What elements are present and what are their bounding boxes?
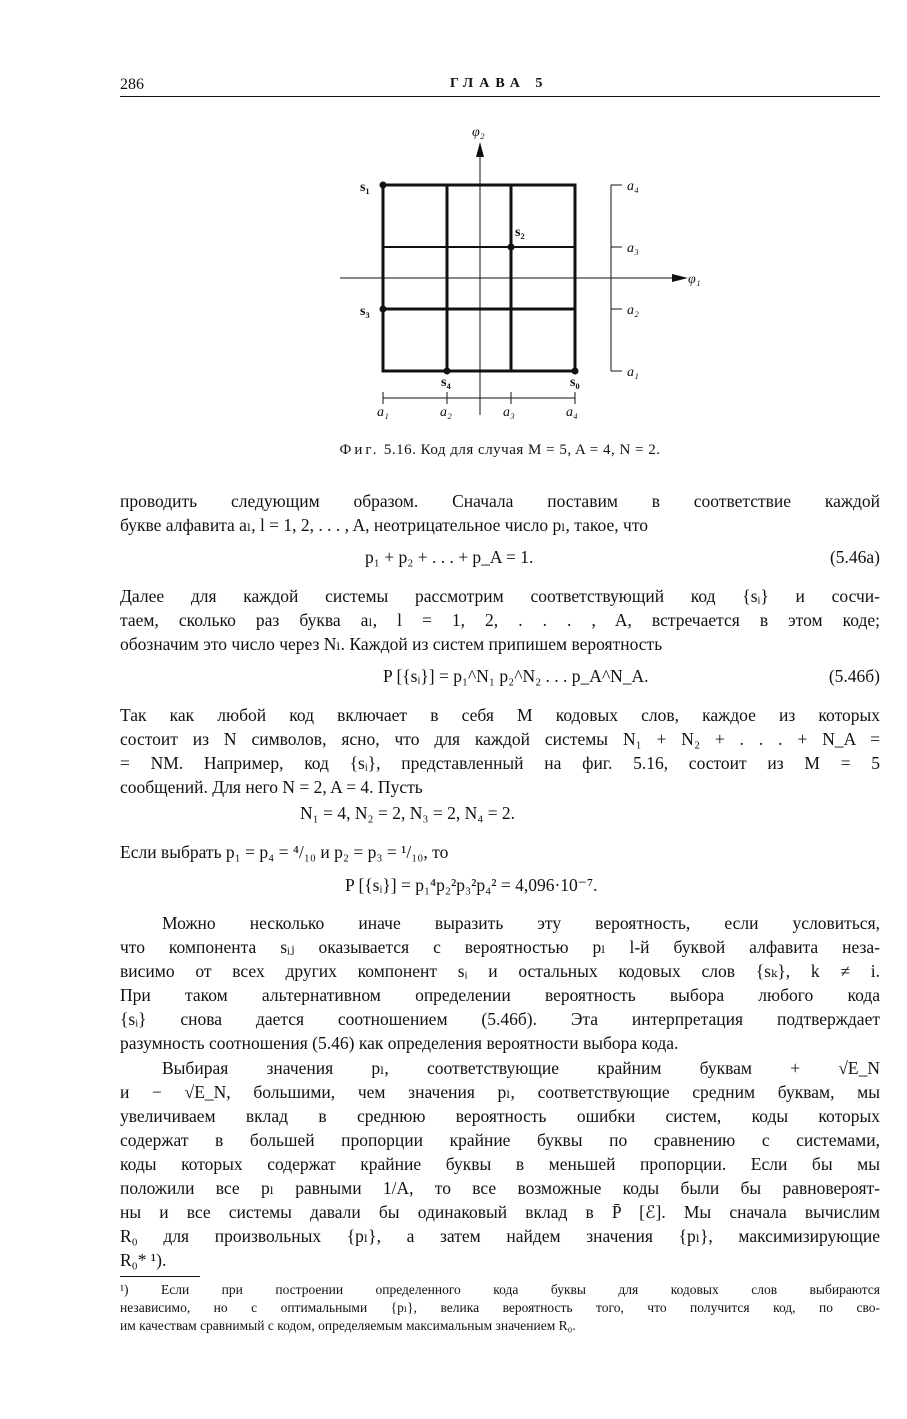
phi1-arrow [672,274,688,282]
signal-space-figure [340,120,720,420]
para6-line-6: положили все pₗ равными 1/A, то все возможные коды были бы равновероят- [120,1178,880,1198]
caption-label: Фиг. [339,442,380,458]
bottom-label-a2: a₂ [440,405,452,420]
footnote-line-2: независимо, но с оптимальными {pₗ}, велика вероятность того, что получится код, по сво- [120,1300,880,1315]
para4-line: Если выбрать p₁ = p₄ = ⁴/₁₀ и p₂ = p₃ = ¹/₁₀, то [120,842,449,862]
para3-line-4: сообщений. Для него N = 2, A = 4. Пусть [120,777,423,797]
footnote-rule [120,1276,200,1277]
para6-line-7: ны и все системы давали бы одинаковый вклад в P̄ [ℰ]. Мы сначала вычислим [120,1202,880,1222]
para3-line-1: Так как любой код включает в себя M кодовых слов, каждое из которых [120,705,880,725]
label-s0: s₀ [570,375,580,390]
right-label-a1: a₁ [627,365,639,380]
point-s4 [444,368,451,375]
point-s0 [572,368,579,375]
phi2-label: φ₂ [472,125,485,140]
right-label-a4: a₄ [627,179,639,194]
bottom-label-a1: a₁ [377,405,389,420]
para5-line-5: {sᵢ} снова дается соотношением (5.46б). Эта интерпретация подтверждает [120,1009,880,1029]
caption-text: 5.16. Код для случая M = 5, A = 4, N = 2. [383,442,661,458]
para6-line-1: Выбирая значения pₗ, соответствующие крайним буквам + √E_N [162,1058,880,1078]
para6-line-2: и − √E_N, большими, чем значения pₗ, соответствующие средним буквам, мы [120,1082,880,1102]
para3-line-3: = NM. Например, код {sᵢ}, представленный на фиг. 5.16, состоит из M = 5 [120,753,880,773]
page-number: 286 [120,76,144,93]
para6-line-8: R₀ для произвольных {pₗ}, а затем найдем значения {pₗ}, максимизирующие [120,1226,880,1246]
label-s1: s₁ [360,180,370,195]
right-label-a2: a₂ [627,303,639,318]
equation-n-values: N₁ = 4, N₂ = 2, N₃ = 2, N₄ = 2. [300,803,516,823]
para1-line-2: букве алфавита aₗ, l = 1, 2, . . . , A, неотрицательное число pₗ, такое, что [120,515,648,535]
page-header [120,76,880,97]
equation-p-value: P [{sᵢ}] = p₁⁴p₂²p₃²p₄² = 4,096·10⁻⁷. [345,875,598,895]
equation-5-46a: p₁ + p₂ + . . . + p_A = 1. [365,547,534,567]
bottom-label-a3: a₃ [503,405,515,420]
point-s3 [380,306,387,313]
para5-line-4: При таком альтернативном определении вероятность выбора любого кода [120,985,880,1005]
figure-caption [120,442,880,459]
para2-line-1: Далее для каждой системы рассмотрим соответствующий код {sᵢ} и сосчи- [120,586,880,606]
equation-5-46b-number: (5.46б) [828,666,880,686]
running-head: ГЛАВА 5 [450,76,549,91]
para1-line-1: проводить следующим образом. Сначала поставим в соответствие каждой [120,491,880,511]
para6-line-5: коды которых содержат крайние буквы в меньшей пропорции. Если бы мы [120,1154,880,1174]
para5-line-6: разумность соотношения (5.46) как определения вероятности выбора кода. [120,1033,679,1053]
point-s1 [380,182,387,189]
phi2-arrow [476,142,484,157]
equation-5-46b: P [{sᵢ}] = p₁^N₁ p₂^N₂ . . . p_A^N_A. [383,666,649,686]
bottom-label-a4: a₄ [566,405,578,420]
label-s3: s₃ [360,304,370,319]
para6-line-9: R₀* ¹). [120,1250,167,1270]
para5-line-2: что компонента sᵢⱼ оказывается с вероятностью pₗ l-й буквой алфавита неза- [120,937,880,957]
label-s4: s₄ [441,375,451,390]
para3-line-2: состоит из N символов, ясно, что для каждой системы N₁ + N₂ + . . . + N_A = [120,729,880,749]
footnote-line-3: им качествам сравнимый с кодом, определяемым максимальным значением R₀. [120,1318,576,1333]
label-s2: s₂ [515,225,525,240]
para6-line-3: увеличиваем вклад в среднюю вероятность ошибки систем, коды которых [120,1106,880,1126]
point-s2 [508,244,515,251]
equation-5-46a-number: (5.46а) [829,547,880,567]
para2-line-3: обозначим это число через Nₗ. Каждой из систем припишем вероятность [120,634,663,654]
para2-line-2: таем, сколько раз буква aₗ, l = 1, 2, . . . , A, встречается в этом коде; [120,610,880,630]
right-label-a3: a₃ [627,241,639,256]
phi1-label: φ₁ [688,272,701,287]
footnote-line-1: ¹) Если при построении определенного кода буквы для кодовых слов выбираются [120,1282,880,1297]
para5-line-3: висимо от всех других компонент sᵢ и остальных кодовых слов {sₖ}, k ≠ i. [120,961,880,981]
para5-line-1: Можно несколько иначе выразить эту вероятность, если условиться, [162,913,880,933]
para6-line-4: содержат в большей пропорции крайние буквы по сравнению с системами, [120,1130,880,1150]
